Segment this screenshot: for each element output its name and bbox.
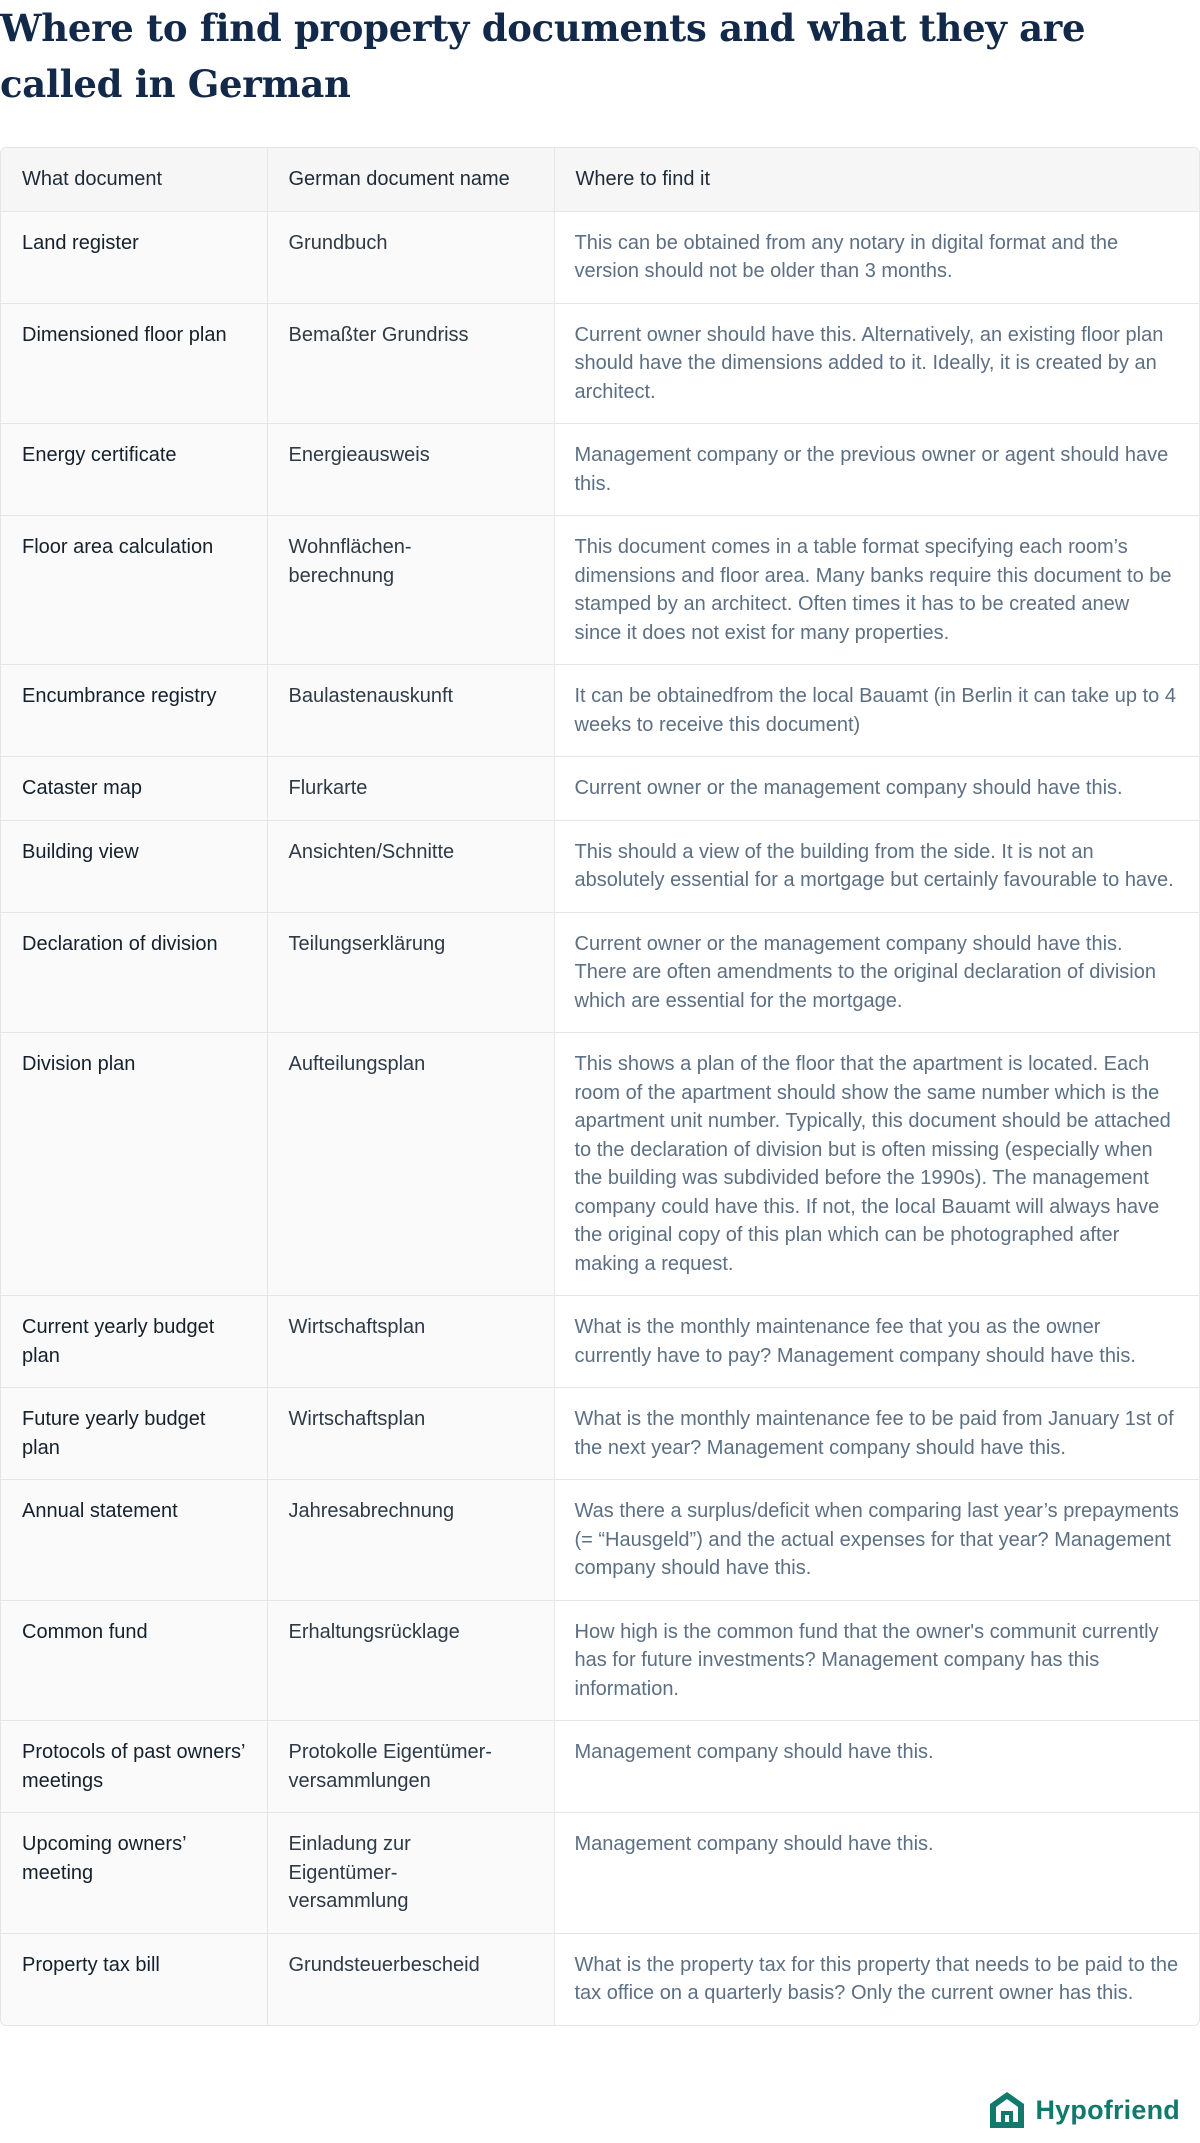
cell-german-name: Erhaltungsrücklage [267, 1600, 554, 1721]
cell-where-to-find: It can be obtainedfrom the local Bauamt (in Berlin it can take up to 4 weeks to receive this document) [554, 665, 1199, 757]
cell-german-name: Aufteilungsplan [267, 1033, 554, 1296]
documents-table [1, 148, 1199, 2025]
brand-logo [989, 2090, 1180, 2130]
cell-where-to-find: Management company or the previous owner or agent should have this. [554, 424, 1199, 516]
table-row [1, 665, 1199, 757]
cell-where-to-find: This shows a plan of the floor that the apartment is located. Each room of the apartment should show the same number which is the apartment unit number. Typically, this document should be attached to the declaration of division but is often missing (especially when the building was subdivided before the 1990s). The management company could have this. If not, the local Bauamt will always have the original copy of this plan which can be photographed after making a request. [554, 1033, 1199, 1296]
header-german-name: German document name [267, 148, 554, 211]
table-body [1, 211, 1199, 2025]
cell-german-name: Bemaßter Grundriss [267, 303, 554, 424]
house-logo-icon [989, 2091, 1025, 2129]
table-row [1, 1933, 1199, 2025]
cell-document: Current yearly budget plan [1, 1296, 267, 1388]
cell-document: Annual statement [1, 1480, 267, 1601]
cell-german-name: Teilungserklärung [267, 912, 554, 1033]
table-row [1, 516, 1199, 665]
cell-where-to-find: Current owner or the management company should have this. [554, 757, 1199, 821]
table-row [1, 1813, 1199, 1934]
cell-where-to-find: Management company should have this. [554, 1813, 1199, 1934]
cell-where-to-find: Current owner or the management company should have this. There are often amendments to the original declaration of division which are essential for the mortgage. [554, 912, 1199, 1033]
cell-german-name: Jahresabrechnung [267, 1480, 554, 1601]
header-where-to-find: Where to find it [554, 148, 1199, 211]
cell-german-name: Wohnflächen- berechnung [267, 516, 554, 665]
cell-where-to-find: This document comes in a table format specifying each room’s dimensions and floor area. Many banks require this document to be stamped by an architect. Often times it has to be created anew since it does not exist for many properties. [554, 516, 1199, 665]
cell-german-name: Grundsteuerbescheid [267, 1933, 554, 2025]
cell-german-name: Grundbuch [267, 211, 554, 303]
cell-document: Energy certificate [1, 424, 267, 516]
cell-document: Common fund [1, 1600, 267, 1721]
table-row [1, 303, 1199, 424]
table-row [1, 757, 1199, 821]
cell-german-name: Baulastenauskunft [267, 665, 554, 757]
cell-german-name: Energieausweis [267, 424, 554, 516]
cell-document: Floor area calculation [1, 516, 267, 665]
table-row [1, 820, 1199, 912]
cell-where-to-find: What is the monthly maintenance fee that you as the owner currently have to pay? Management company should have this. [554, 1296, 1199, 1388]
page-title: Where to find property documents and what they are called in German [0, 6, 1086, 106]
cell-german-name: Protokolle Eigentümer- versammlungen [267, 1721, 554, 1813]
cell-german-name: Ansichten/Schnitte [267, 820, 554, 912]
cell-german-name: Wirtschaftsplan [267, 1388, 554, 1480]
cell-german-name: Einladung zur Eigentümer- versammlung [267, 1813, 554, 1934]
cell-document: Upcoming owners’ meeting [1, 1813, 267, 1934]
table-row [1, 1033, 1199, 1296]
cell-where-to-find: What is the monthly maintenance fee to be paid from January 1st of the next year? Management company should have this. [554, 1388, 1199, 1480]
table-row [1, 1600, 1199, 1721]
table-row [1, 211, 1199, 303]
cell-where-to-find: This can be obtained from any notary in digital format and the version should not be older than 3 months. [554, 211, 1199, 303]
cell-document: Declaration of division [1, 912, 267, 1033]
cell-document: Dimensioned floor plan [1, 303, 267, 424]
documents-table-container [0, 147, 1200, 2026]
cell-where-to-find: This should a view of the building from the side. It is not an absolutely essential for a mortgage but certainly favourable to have. [554, 820, 1199, 912]
cell-document: Land register [1, 211, 267, 303]
cell-document: Encumbrance registry [1, 665, 267, 757]
cell-where-to-find: How high is the common fund that the owner's communit currently has for future investments? Management company has this information. [554, 1600, 1199, 1721]
table-row [1, 1296, 1199, 1388]
table-row [1, 424, 1199, 516]
cell-document: Property tax bill [1, 1933, 267, 2025]
cell-where-to-find: Current owner should have this. Alternatively, an existing floor plan should have the dimensions added to it. Ideally, it is created by an architect. [554, 303, 1199, 424]
cell-document: Building view [1, 820, 267, 912]
cell-document: Cataster map [1, 757, 267, 821]
cell-german-name: Flurkarte [267, 757, 554, 821]
cell-document: Protocols of past owners’ meetings [1, 1721, 267, 1813]
cell-where-to-find: Was there a surplus/deficit when comparing last year’s prepayments (= “Hausgeld”) and the actual expenses for that year? Management company should have this. [554, 1480, 1199, 1601]
cell-where-to-find: Management company should have this. [554, 1721, 1199, 1813]
table-row [1, 1388, 1199, 1480]
brand-name: Hypofriend [1035, 2094, 1180, 2125]
cell-where-to-find: What is the property tax for this property that needs to be paid to the tax office on a quarterly basis? Only the current owner has this. [554, 1933, 1199, 2025]
table-row [1, 1721, 1199, 1813]
table-header-row [1, 148, 1199, 211]
cell-document: Division plan [1, 1033, 267, 1296]
table-row [1, 912, 1199, 1033]
header-what-document: What document [1, 148, 267, 211]
cell-german-name: Wirtschaftsplan [267, 1296, 554, 1388]
table-row [1, 1480, 1199, 1601]
cell-document: Future yearly budget plan [1, 1388, 267, 1480]
